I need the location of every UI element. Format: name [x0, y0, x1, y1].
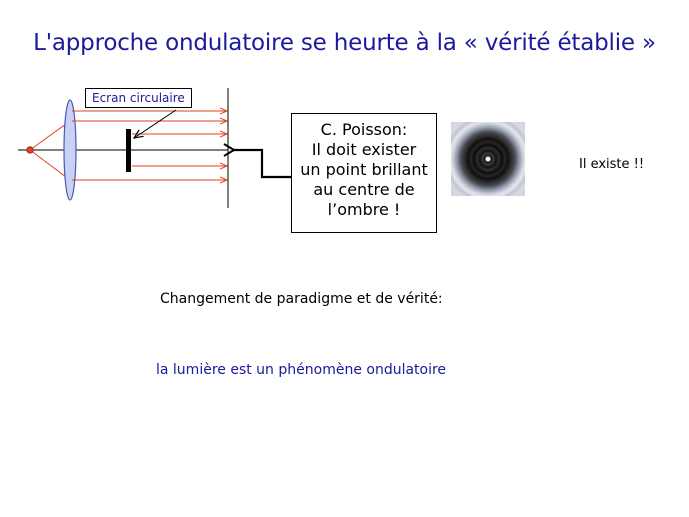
- il-existe-text: Il existe !!: [579, 157, 645, 172]
- bent-arrow-icon: [234, 150, 291, 177]
- paradigm-text: Changement de paradigme et de vérité:: [160, 291, 443, 307]
- poisson-line-4: au centre de: [313, 180, 415, 199]
- slide-title: L'approche ondulatoire se heurte à la « vérité établie »: [33, 30, 656, 56]
- ecran-circulaire-label: Ecran circulaire: [85, 88, 192, 108]
- disc-obstacle-icon: [126, 129, 131, 172]
- conclusion-text: la lumière est un phénomène ondulatoire: [156, 362, 447, 378]
- lens-icon: [64, 100, 76, 200]
- poisson-line-3: un point brillant: [300, 160, 428, 179]
- poisson-line-1: C. Poisson:: [320, 120, 408, 139]
- poisson-line-5: l’ombre !: [327, 200, 401, 219]
- diffraction-rings: [451, 122, 525, 196]
- poisson-quote-box: [291, 113, 437, 233]
- poisson-spot-image: [451, 122, 525, 196]
- red-dot-icon: [27, 147, 33, 153]
- poisson-line-2: Il doit exister: [311, 140, 417, 159]
